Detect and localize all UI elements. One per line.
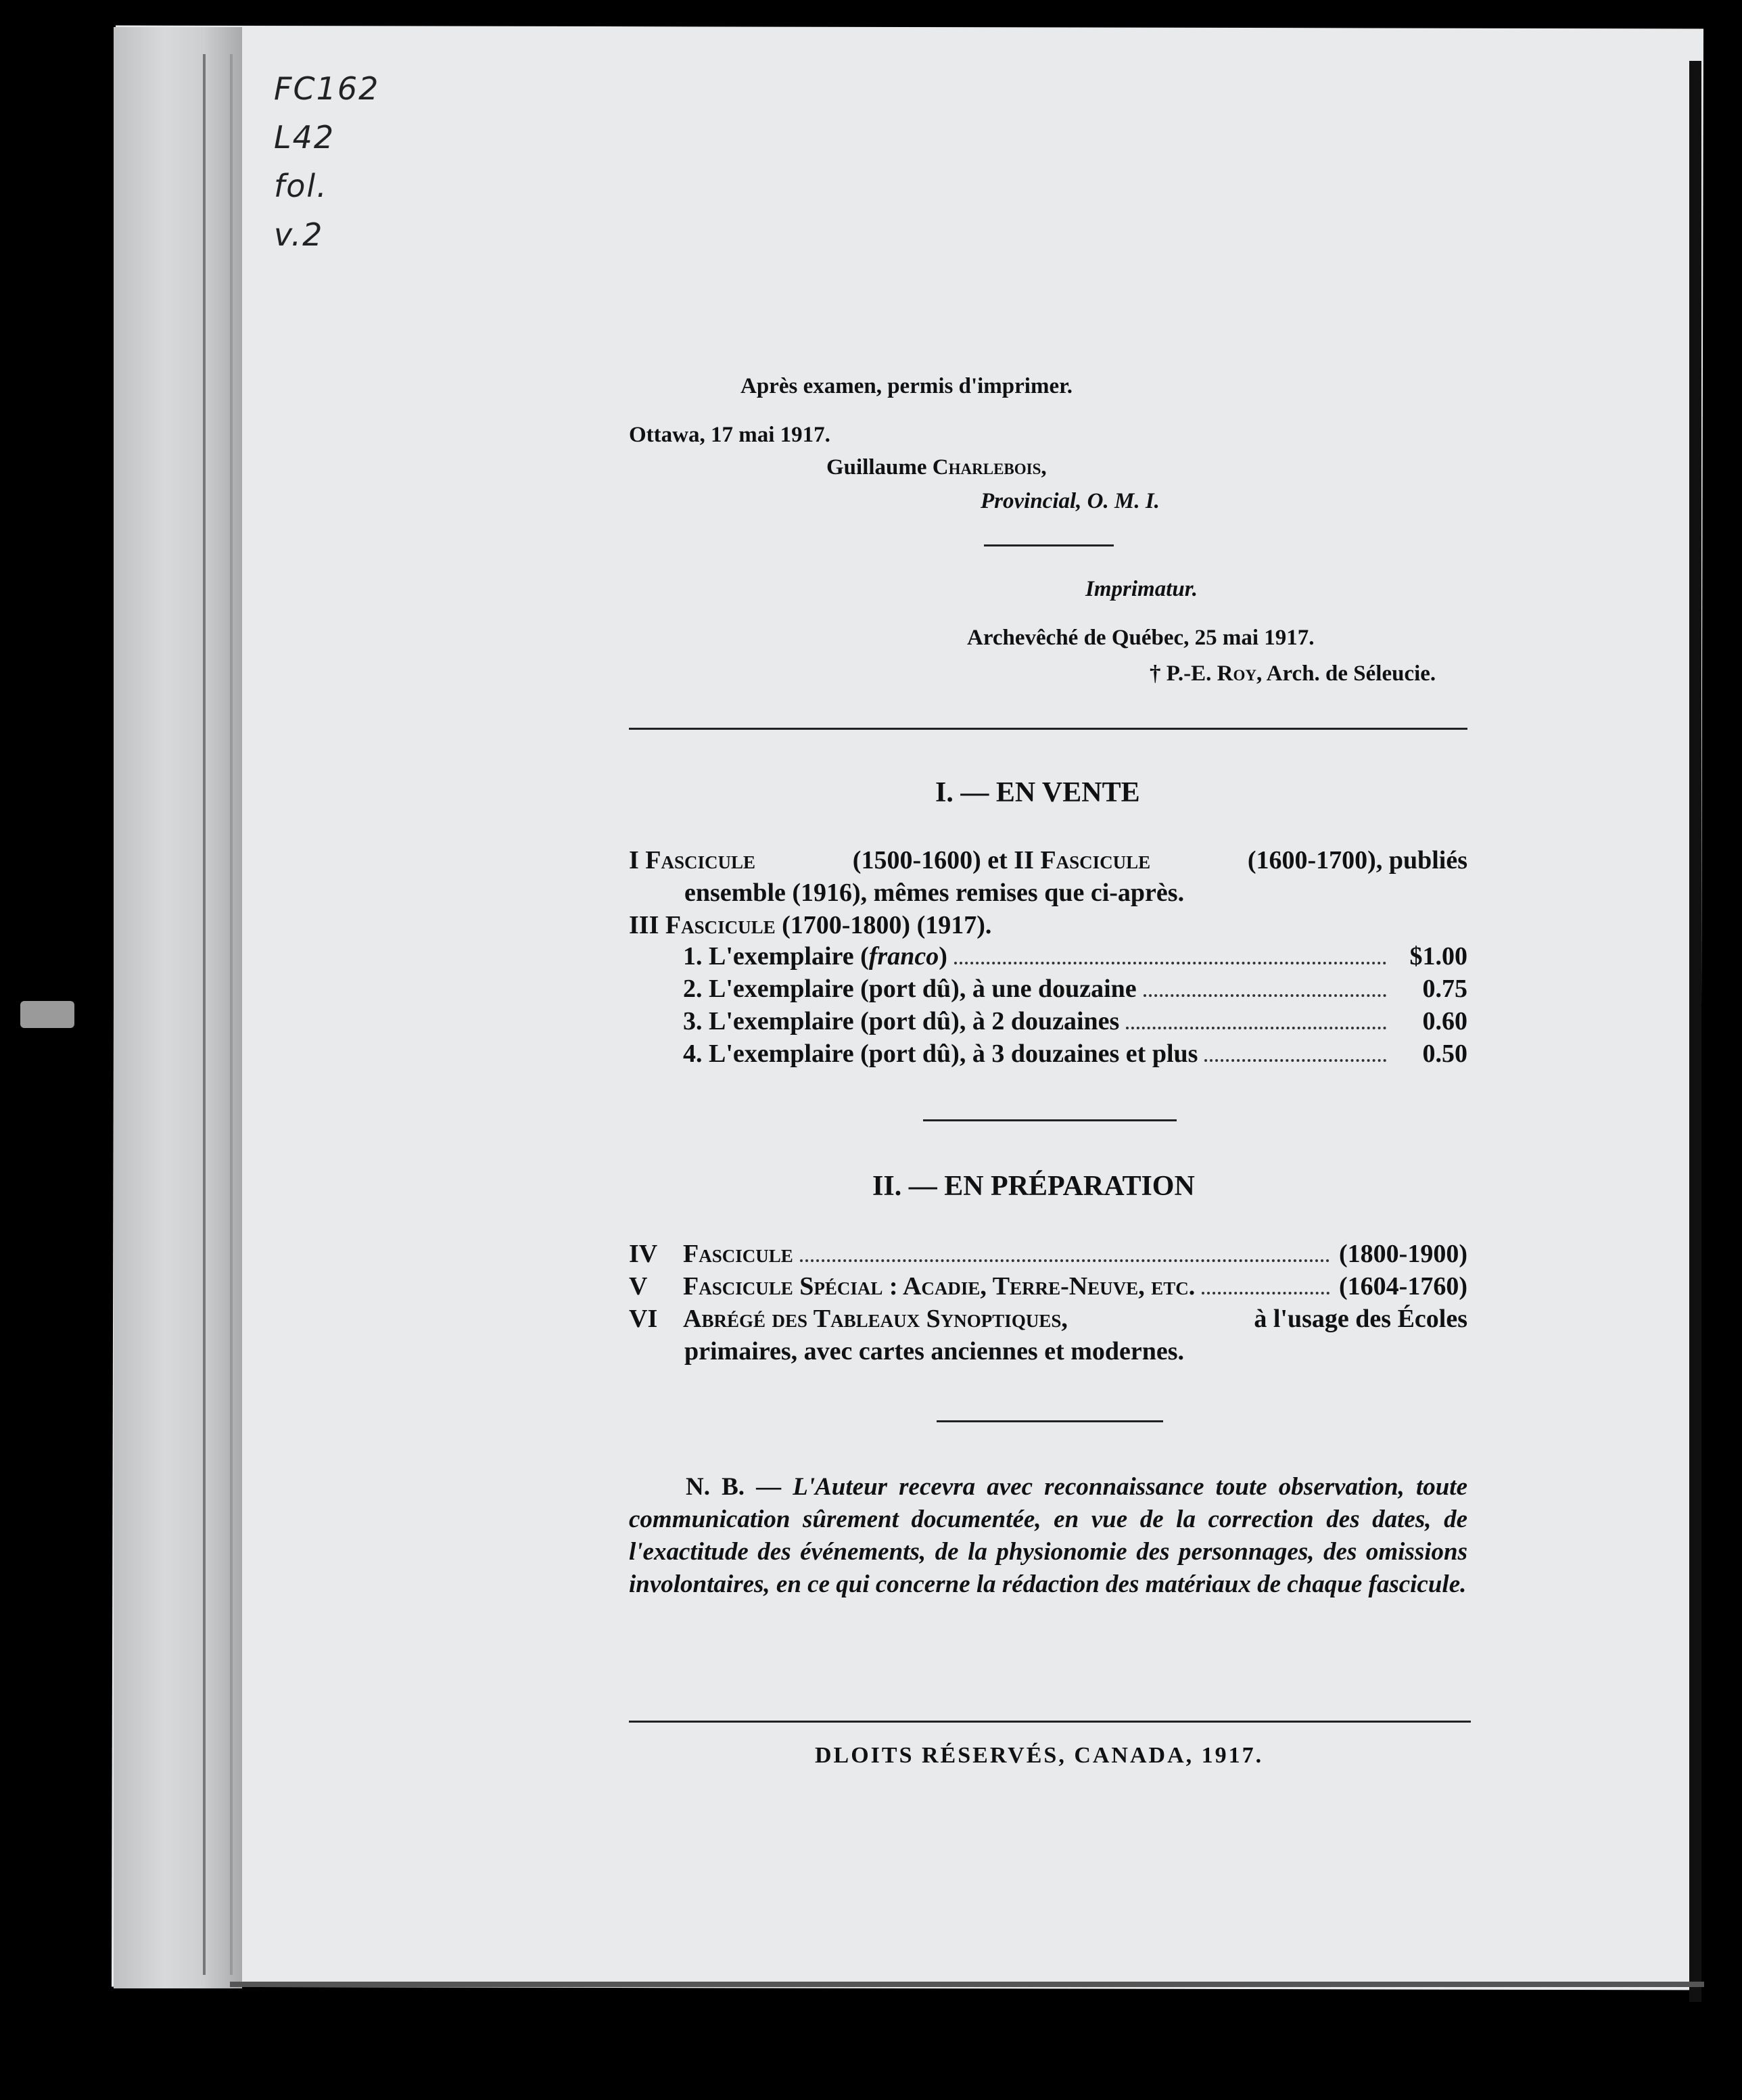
leader-dots: [1144, 994, 1386, 997]
fascicule-line-1: I Fascicule (1500-1600) et II Fascicule (1600-1700), publiés: [629, 846, 1467, 874]
permission-line: Après examen, permis d'imprimer.: [740, 374, 1073, 398]
bottom-page-edge: [230, 1982, 1704, 1987]
handwritten-call-number: [274, 64, 379, 259]
call-number-line: L42: [274, 119, 335, 156]
preparation-row: V Fascicule Spécial : Acadie, Terre-Neuve, etc. (1604-1760): [629, 1272, 1467, 1301]
price-value: 0.60: [1422, 1007, 1467, 1035]
scan-flag-mark: [20, 1001, 74, 1028]
ottawa-date-line: Ottawa, 17 mai 1917.: [629, 423, 830, 447]
spine-shadow-line: [203, 54, 206, 1975]
section-heading-en-vente: I. — EN VENTE: [935, 777, 1140, 808]
leader-dots: [1202, 1292, 1329, 1294]
call-number-line: FC162: [274, 70, 380, 107]
price-row: 1. L'exemplaire (franco) $1.00: [683, 942, 1467, 971]
section-heading-en-preparation: II. — EN PRÉPARATION: [872, 1171, 1195, 1202]
signer-name: Guillaume Charlebois,: [826, 455, 1047, 480]
section-divider: [629, 1721, 1471, 1723]
price-row: 4. L'exemplaire (port dû), à 3 douzaines et plus 0.50: [683, 1040, 1467, 1068]
leader-dots: [1126, 1027, 1386, 1029]
fascicule-line-2: ensemble (1916), mêmes remises que ci-après.: [684, 879, 1185, 907]
price-value: 0.50: [1422, 1040, 1467, 1068]
preparation-row: IV Fascicule (1800-1900): [629, 1240, 1467, 1268]
signer-title: Provincial, O. M. I.: [981, 489, 1160, 513]
price-value: 0.75: [1422, 975, 1467, 1003]
section-divider: [629, 728, 1467, 730]
leader-dots: [954, 962, 1386, 964]
archdiocese-date-line: Archevêché de Québec, 25 mai 1917.: [967, 626, 1315, 650]
price-row: 3. L'exemplaire (port dû), à 2 douzaines 0.60: [683, 1007, 1467, 1035]
spine-shadow-line: [230, 54, 233, 1975]
price-row: 2. L'exemplaire (port dû), à une douzaine 0.75: [683, 975, 1467, 1003]
right-page-edge: [1689, 61, 1701, 2002]
imprimatur-line: Imprimatur.: [1085, 577, 1198, 601]
book-spine-edge: [114, 27, 242, 1988]
fascicule-line-3: III Fascicule (1700-1800) (1917).: [629, 911, 992, 939]
preparation-row-vi-continued: primaires, avec cartes anciennes et modernes.: [684, 1337, 1185, 1366]
call-number-line: fol.: [274, 168, 328, 204]
copyright-footer: DLOITS RÉSERVÉS, CANADA, 1917.: [815, 1743, 1264, 1768]
call-number-line: v.2: [274, 216, 324, 253]
divider-rule: [937, 1420, 1163, 1422]
nota-bene-paragraph: N. B. — L'Auteur recevra avec reconnaissance toute observation, toute communication sûrement documentée, en vue de la correction des dates, de l'exactitude des événements, de la physionomie des personnages, des omissions involontaires, en ce qui concerne la rédaction des matériaux de chaque fascicule.: [629, 1473, 1467, 1598]
archbishop-line: † P.-E. Roy, Arch. de Séleucie.: [1150, 661, 1436, 686]
leader-dots: [1204, 1059, 1386, 1062]
preparation-row-vi: VI Abrégé des Tableaux Synoptiques, à l'usage des Écoles: [629, 1305, 1467, 1333]
divider-rule: [984, 544, 1114, 546]
price-value: $1.00: [1409, 942, 1467, 971]
divider-rule: [923, 1119, 1177, 1121]
leader-dots: [800, 1259, 1329, 1262]
